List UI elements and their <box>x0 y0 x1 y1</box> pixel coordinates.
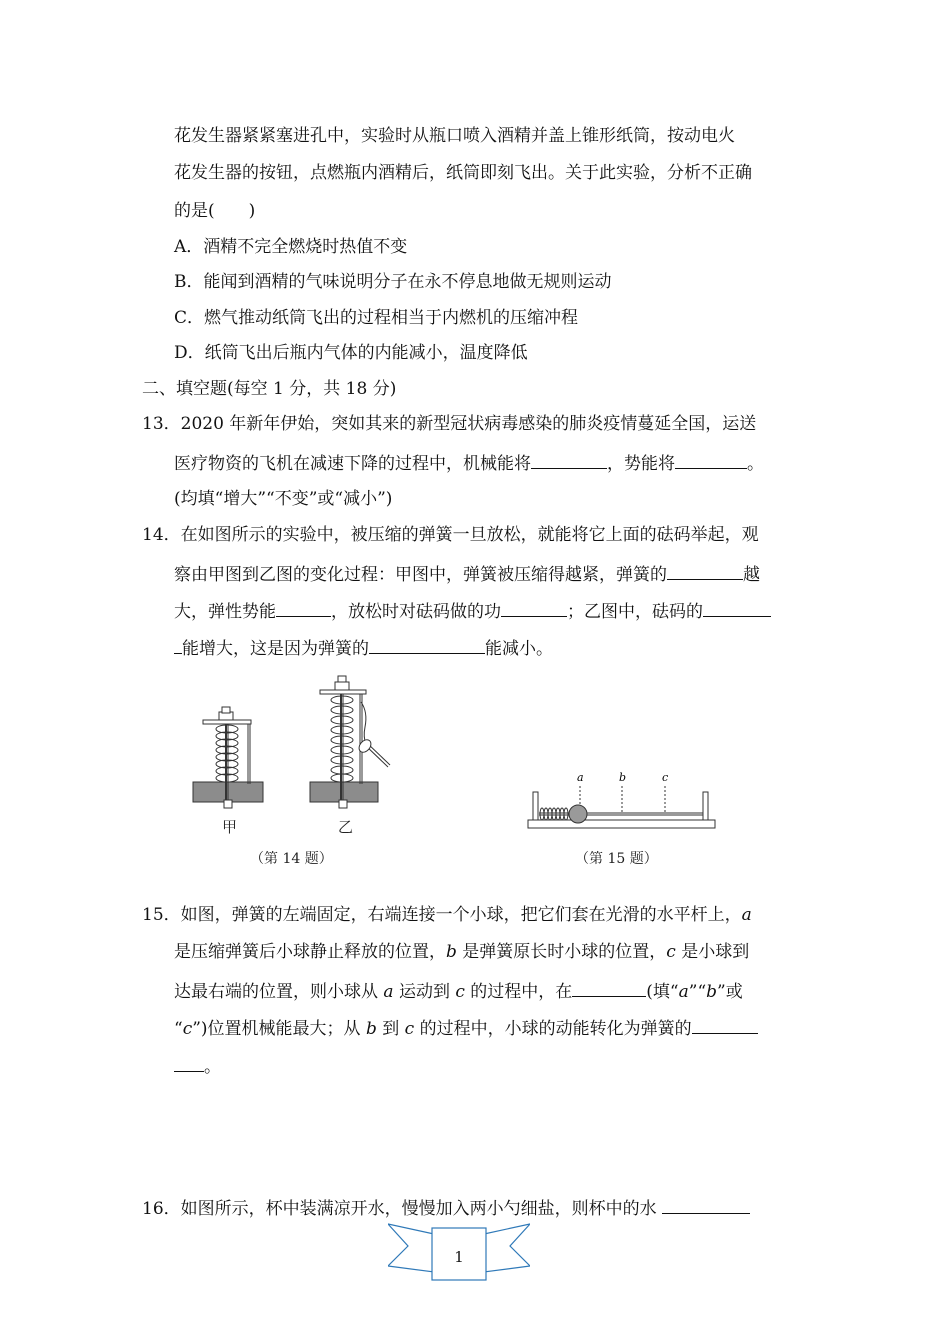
q14-blank-4-cont[interactable] <box>174 636 182 654</box>
section-heading: 二、填空题(每空 1 分，共 18 分) <box>142 379 397 399</box>
q13-blank-2[interactable] <box>675 451 747 469</box>
q15-text-8: (填“ <box>646 982 679 1002</box>
q15-text-4: 是小球到 <box>675 942 750 962</box>
q12-option-c: C．燃气推动纸筒飞出的过程相当于内燃机的压缩冲程 <box>174 308 579 328</box>
q15-var-a-2: a <box>383 982 394 1002</box>
figure-14-caption: （第 14 题） <box>250 851 333 867</box>
q15-text-9: ”“ <box>688 982 707 1002</box>
q15-line4 <box>174 1016 758 1040</box>
q14-line2 <box>174 562 760 586</box>
figure-14-left-label: 甲 <box>222 818 238 836</box>
page-number: 1 <box>454 1248 464 1266</box>
q15-blank-2[interactable] <box>692 1016 758 1034</box>
figure-15-label-b: b <box>619 771 627 784</box>
q14-text-f: 能增大，这是因为弹簧的 <box>182 639 369 659</box>
q15-blank-1[interactable] <box>572 979 646 997</box>
q16-blank-1[interactable] <box>662 1196 750 1214</box>
q15-text-6: 运动到 <box>393 982 456 1002</box>
q16-text: 16．如图所示，杯中装满凉开水，慢慢加入两小勺细盐，则杯中的水 <box>142 1199 657 1219</box>
q14-line3 <box>174 599 771 623</box>
q14-blank-1[interactable] <box>667 562 743 580</box>
q15-text-2: 是压缩弹簧后小球静止释放的位置， <box>174 942 446 962</box>
q14-text-d: ，放松时对砝码做的功 <box>331 602 501 622</box>
figure-14 <box>188 672 403 837</box>
q12-option-b: B．能闻到酒精的气味说明分子在永不停息地做无规则运动 <box>174 272 612 292</box>
q13-text-a: 医疗物资的飞机在减速下降的过程中，机械能将 <box>174 454 531 474</box>
q14-text-g: 能减小。 <box>485 639 553 659</box>
figure-15-caption: （第 15 题） <box>575 851 658 867</box>
q15-text-5: 达最右端的位置，则小球从 <box>174 982 384 1002</box>
q14-text-a: 察由甲图到乙图的变化过程：甲图中，弹簧被压缩得越紧，弹簧的 <box>174 565 667 585</box>
q12-line3: 的是( ) <box>174 201 256 221</box>
figure-14-right-label: 乙 <box>338 818 354 836</box>
q14-text-c: 大，弹性势能 <box>174 602 276 622</box>
q15-var-c-4: c <box>404 1019 415 1039</box>
q13-line3: (均填“增大”“不变”或“减小”) <box>174 489 393 509</box>
q15-text-11: “ <box>174 1019 183 1039</box>
q13-blank-1[interactable] <box>531 451 607 469</box>
q15-line5 <box>174 1054 221 1078</box>
q12-line1: 花发生器紧紧塞进孔中，实验时从瓶口喷入酒精并盖上锥形纸筒，按动电火 <box>174 126 735 146</box>
q13-line1: 13．2020 年新年伊始，突如其来的新型冠状病毒感染的肺炎疫情蔓延全国，运送 <box>142 414 757 434</box>
figure-14-left-apparatus <box>193 707 263 808</box>
q15-var-b-4: b <box>365 1019 377 1039</box>
figure-15 <box>525 770 720 835</box>
q14-blank-4[interactable] <box>703 599 771 617</box>
q13-text-c: 。 <box>747 454 764 474</box>
q16-line1 <box>142 1196 750 1220</box>
q15-text-15: 。 <box>204 1057 221 1077</box>
q15-text-13: 到 <box>376 1019 405 1039</box>
q15-var-c: c <box>666 942 676 962</box>
q15-line3 <box>174 979 743 1003</box>
q13-text-b: ，势能将 <box>607 454 675 474</box>
q13-line2 <box>174 451 764 475</box>
q14-line4 <box>174 636 553 660</box>
q15-var-b-3: b <box>706 982 718 1002</box>
q14-text-b: 越 <box>743 565 760 585</box>
q15-text-1: 15．如图，弹簧的左端固定，右端连接一个小球，把它们套在光滑的水平杆上， <box>142 905 742 925</box>
figure-15-label-c: c <box>662 771 669 784</box>
q15-text-3: 是弹簧原长时小球的位置， <box>456 942 667 962</box>
q15-var-a-3: a <box>678 982 689 1002</box>
q12-option-d: D．纸筒飞出后瓶内气体的内能减小，温度降低 <box>174 343 528 363</box>
q15-line2 <box>174 941 749 963</box>
page-footer <box>388 1222 530 1284</box>
q14-blank-2[interactable] <box>276 599 331 617</box>
q15-var-c-3: c <box>182 1019 193 1039</box>
q12-option-a: A．酒精不完全燃烧时热值不变 <box>174 237 408 257</box>
q15-var-a: a <box>741 905 752 925</box>
figure-14-right-apparatus <box>310 676 390 808</box>
q15-var-b: b <box>446 942 457 962</box>
q15-line1 <box>142 904 752 926</box>
q14-blank-5[interactable] <box>369 636 485 654</box>
q15-var-c-2: c <box>455 982 465 1002</box>
q15-text-10: ”或 <box>717 982 743 1002</box>
q15-blank-2-cont[interactable] <box>174 1054 204 1072</box>
q14-text-e: ；乙图中，砝码的 <box>567 602 703 622</box>
q14-line1: 14．在如图所示的实验中，被压缩的弹簧一旦放松，就能将它上面的砝码举起，观 <box>142 525 759 545</box>
q14-blank-3[interactable] <box>501 599 567 617</box>
figure-15-label-a: a <box>577 771 584 784</box>
q15-text-7: 的过程中，在 <box>464 982 573 1002</box>
q12-line2: 花发生器的按钮，点燃瓶内酒精后，纸筒即刻飞出。关于此实验，分析不正确 <box>174 163 752 183</box>
q15-text-14: 的过程中，小球的动能转化为弹簧的 <box>414 1019 692 1039</box>
q15-text-12: ”)位置机械能最大；从 <box>192 1019 366 1039</box>
